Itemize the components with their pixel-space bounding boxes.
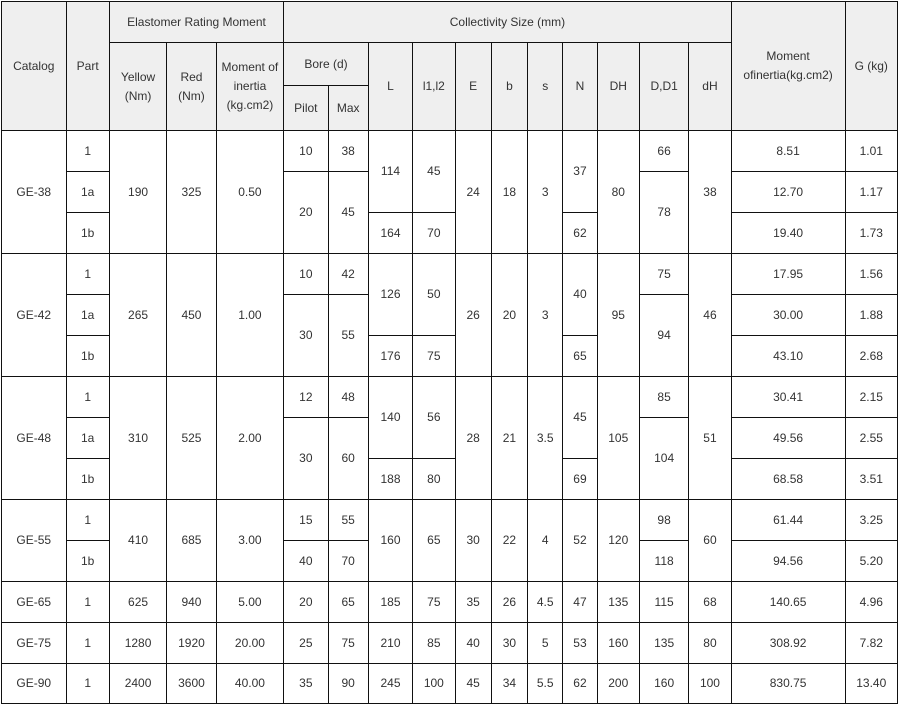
- red-cell: 940: [167, 582, 216, 623]
- moment-cell: 68.58: [731, 459, 845, 500]
- max-cell: 42: [328, 254, 368, 295]
- g-cell: 2.55: [845, 418, 897, 459]
- moi-cell: 3.00: [216, 500, 284, 582]
- pilot-cell: 15: [284, 500, 328, 541]
- DD1-cell: 135: [639, 623, 688, 664]
- DH-cell: 120: [597, 500, 639, 582]
- E-cell: 35: [455, 582, 491, 623]
- header-E: E: [455, 43, 491, 131]
- g-cell: 13.40: [845, 664, 897, 704]
- pilot-cell: 10: [284, 254, 328, 295]
- pilot-cell: 30: [284, 295, 328, 377]
- moment-cell: 12.70: [731, 172, 845, 213]
- moment-cell: 8.51: [731, 131, 845, 172]
- E-cell: 28: [455, 377, 491, 500]
- N-cell: 40: [563, 254, 597, 336]
- red-cell: 525: [167, 377, 216, 500]
- part-cell: 1: [66, 500, 109, 541]
- coupling-spec-table: [1, 1, 898, 704]
- DH-cell: 80: [597, 131, 639, 254]
- header-elastomer-rating-moment: Elastomer Rating Moment: [109, 2, 283, 43]
- b-cell: 30: [491, 623, 527, 664]
- E-cell: 26: [455, 254, 491, 377]
- yellow-cell: 190: [109, 131, 166, 254]
- g-cell: 2.68: [845, 336, 897, 377]
- DD1-cell: 66: [639, 131, 688, 172]
- l1l2-cell: 65: [413, 500, 455, 582]
- b-cell: 20: [491, 254, 527, 377]
- dH-cell: 68: [689, 582, 731, 623]
- DH-cell: 200: [597, 664, 639, 704]
- header-s: s: [528, 43, 563, 131]
- g-cell: 1.88: [845, 295, 897, 336]
- table-row: [2, 664, 898, 704]
- L-cell: 164: [368, 213, 412, 254]
- part-cell: 1: [66, 254, 109, 295]
- part-cell: 1b: [66, 459, 109, 500]
- pilot-cell: 25: [284, 623, 328, 664]
- pilot-cell: 20: [284, 172, 328, 254]
- g-cell: 1.56: [845, 254, 897, 295]
- part-cell: 1b: [66, 541, 109, 582]
- s-cell: 4: [528, 500, 563, 582]
- pilot-cell: 20: [284, 582, 328, 623]
- max-cell: 65: [328, 582, 368, 623]
- dH-cell: 38: [689, 131, 731, 254]
- pilot-cell: 30: [284, 418, 328, 500]
- moment-cell: 49.56: [731, 418, 845, 459]
- max-cell: 75: [328, 623, 368, 664]
- header-DD1: D,D1: [639, 43, 688, 131]
- l1l2-cell: 85: [413, 623, 455, 664]
- l1l2-cell: 75: [413, 582, 455, 623]
- DD1-cell: 85: [639, 377, 688, 418]
- DD1-cell: 115: [639, 582, 688, 623]
- L-cell: 188: [368, 459, 412, 500]
- part-cell: 1a: [66, 295, 109, 336]
- part-cell: 1b: [66, 336, 109, 377]
- yellow-cell: 2400: [109, 664, 166, 704]
- DH-cell: 135: [597, 582, 639, 623]
- L-cell: 126: [368, 254, 412, 336]
- header-max: Max: [328, 86, 368, 131]
- catalog-cell: GE-55: [2, 500, 67, 582]
- moment-cell: 94.56: [731, 541, 845, 582]
- DD1-cell: 160: [639, 664, 688, 704]
- g-cell: 2.15: [845, 377, 897, 418]
- DD1-cell: 78: [639, 172, 688, 254]
- catalog-cell: GE-65: [2, 582, 67, 623]
- header-collectivity-size: Collectivity Size (mm): [284, 2, 731, 43]
- l1l2-cell: 100: [413, 664, 455, 704]
- moi-cell: 1.00: [216, 254, 284, 377]
- catalog-cell: GE-75: [2, 623, 67, 664]
- pilot-cell: 12: [284, 377, 328, 418]
- DD1-cell: 98: [639, 500, 688, 541]
- catalog-cell: GE-48: [2, 377, 67, 500]
- g-cell: 1.73: [845, 213, 897, 254]
- yellow-cell: 310: [109, 377, 166, 500]
- header-moment-of-inertia: Moment ofinertia(kg.cm2): [731, 2, 845, 131]
- max-cell: 48: [328, 377, 368, 418]
- moment-cell: 140.65: [731, 582, 845, 623]
- N-cell: 47: [563, 582, 597, 623]
- l1l2-cell: 45: [413, 131, 455, 213]
- l1l2-cell: 75: [413, 336, 455, 377]
- red-cell: 3600: [167, 664, 216, 704]
- moment-cell: 30.41: [731, 377, 845, 418]
- g-cell: 7.82: [845, 623, 897, 664]
- part-cell: 1a: [66, 172, 109, 213]
- header-dH: dH: [689, 43, 731, 131]
- E-cell: 30: [455, 500, 491, 582]
- E-cell: 40: [455, 623, 491, 664]
- catalog-cell: GE-38: [2, 131, 67, 254]
- header-part: Part: [66, 2, 109, 131]
- header-yellow: Yellow (Nm): [109, 43, 166, 131]
- header-b: b: [491, 43, 527, 131]
- E-cell: 45: [455, 664, 491, 704]
- dH-cell: 46: [689, 254, 731, 377]
- DD1-cell: 94: [639, 295, 688, 377]
- max-cell: 70: [328, 541, 368, 582]
- header-weight-g: G (kg): [845, 2, 897, 131]
- l1l2-cell: 70: [413, 213, 455, 254]
- l1l2-cell: 80: [413, 459, 455, 500]
- pilot-cell: 40: [284, 541, 328, 582]
- part-cell: 1: [66, 131, 109, 172]
- L-cell: 176: [368, 336, 412, 377]
- DD1-cell: 104: [639, 418, 688, 500]
- red-cell: 1920: [167, 623, 216, 664]
- header-moment-of-inertia-elastomer: Moment of inertia (kg.cm2): [216, 43, 284, 131]
- DH-cell: 160: [597, 623, 639, 664]
- L-cell: 140: [368, 377, 412, 459]
- s-cell: 5: [528, 623, 563, 664]
- part-cell: 1: [66, 623, 109, 664]
- g-cell: 1.17: [845, 172, 897, 213]
- max-cell: 38: [328, 131, 368, 172]
- pilot-cell: 35: [284, 664, 328, 704]
- header-bore: Bore (d): [284, 43, 369, 86]
- l1l2-cell: 50: [413, 254, 455, 336]
- max-cell: 55: [328, 500, 368, 541]
- moi-cell: 40.00: [216, 664, 284, 704]
- moment-cell: 61.44: [731, 500, 845, 541]
- dH-cell: 60: [689, 500, 731, 582]
- DH-cell: 95: [597, 254, 639, 377]
- b-cell: 21: [491, 377, 527, 500]
- L-cell: 185: [368, 582, 412, 623]
- b-cell: 26: [491, 582, 527, 623]
- catalog-cell: GE-42: [2, 254, 67, 377]
- dH-cell: 51: [689, 377, 731, 500]
- part-cell: 1: [66, 377, 109, 418]
- g-cell: 1.01: [845, 131, 897, 172]
- N-cell: 37: [563, 131, 597, 213]
- g-cell: 3.51: [845, 459, 897, 500]
- yellow-cell: 410: [109, 500, 166, 582]
- part-cell: 1a: [66, 418, 109, 459]
- b-cell: 34: [491, 664, 527, 704]
- s-cell: 5.5: [528, 664, 563, 704]
- moment-cell: 19.40: [731, 213, 845, 254]
- header-N: N: [563, 43, 597, 131]
- s-cell: 4.5: [528, 582, 563, 623]
- yellow-cell: 265: [109, 254, 166, 377]
- table-row: [2, 623, 898, 664]
- yellow-cell: 1280: [109, 623, 166, 664]
- N-cell: 45: [563, 377, 597, 459]
- yellow-cell: 625: [109, 582, 166, 623]
- part-cell: 1b: [66, 213, 109, 254]
- red-cell: 450: [167, 254, 216, 377]
- s-cell: 3.5: [528, 377, 563, 500]
- part-cell: 1: [66, 664, 109, 704]
- header-L: L: [368, 43, 412, 131]
- L-cell: 210: [368, 623, 412, 664]
- header-red: Red (Nm): [167, 43, 216, 131]
- g-cell: 3.25: [845, 500, 897, 541]
- moment-cell: 308.92: [731, 623, 845, 664]
- moment-cell: 830.75: [731, 664, 845, 704]
- l1l2-cell: 56: [413, 377, 455, 459]
- DD1-cell: 75: [639, 254, 688, 295]
- catalog-cell: GE-90: [2, 664, 67, 704]
- header-l1l2: l1,l2: [413, 43, 455, 131]
- part-cell: 1: [66, 582, 109, 623]
- s-cell: 3: [528, 131, 563, 254]
- E-cell: 24: [455, 131, 491, 254]
- N-cell: 52: [563, 500, 597, 582]
- b-cell: 22: [491, 500, 527, 582]
- moi-cell: 20.00: [216, 623, 284, 664]
- L-cell: 114: [368, 131, 412, 213]
- max-cell: 55: [328, 295, 368, 377]
- moment-cell: 30.00: [731, 295, 845, 336]
- header-DH: DH: [597, 43, 639, 131]
- N-cell: 69: [563, 459, 597, 500]
- header-catalog: Catalog: [2, 2, 67, 131]
- b-cell: 18: [491, 131, 527, 254]
- red-cell: 685: [167, 500, 216, 582]
- header-pilot: Pilot: [284, 86, 328, 131]
- g-cell: 4.96: [845, 582, 897, 623]
- red-cell: 325: [167, 131, 216, 254]
- max-cell: 60: [328, 418, 368, 500]
- moment-cell: 43.10: [731, 336, 845, 377]
- pilot-cell: 10: [284, 131, 328, 172]
- dH-cell: 100: [689, 664, 731, 704]
- DD1-cell: 118: [639, 541, 688, 582]
- g-cell: 5.20: [845, 541, 897, 582]
- table-row: [2, 582, 898, 623]
- N-cell: 62: [563, 664, 597, 704]
- DH-cell: 105: [597, 377, 639, 500]
- moi-cell: 2.00: [216, 377, 284, 500]
- moment-cell: 17.95: [731, 254, 845, 295]
- max-cell: 45: [328, 172, 368, 254]
- moi-cell: 5.00: [216, 582, 284, 623]
- s-cell: 3: [528, 254, 563, 377]
- moi-cell: 0.50: [216, 131, 284, 254]
- N-cell: 65: [563, 336, 597, 377]
- L-cell: 160: [368, 500, 412, 582]
- N-cell: 53: [563, 623, 597, 664]
- N-cell: 62: [563, 213, 597, 254]
- max-cell: 90: [328, 664, 368, 704]
- dH-cell: 80: [689, 623, 731, 664]
- L-cell: 245: [368, 664, 412, 704]
